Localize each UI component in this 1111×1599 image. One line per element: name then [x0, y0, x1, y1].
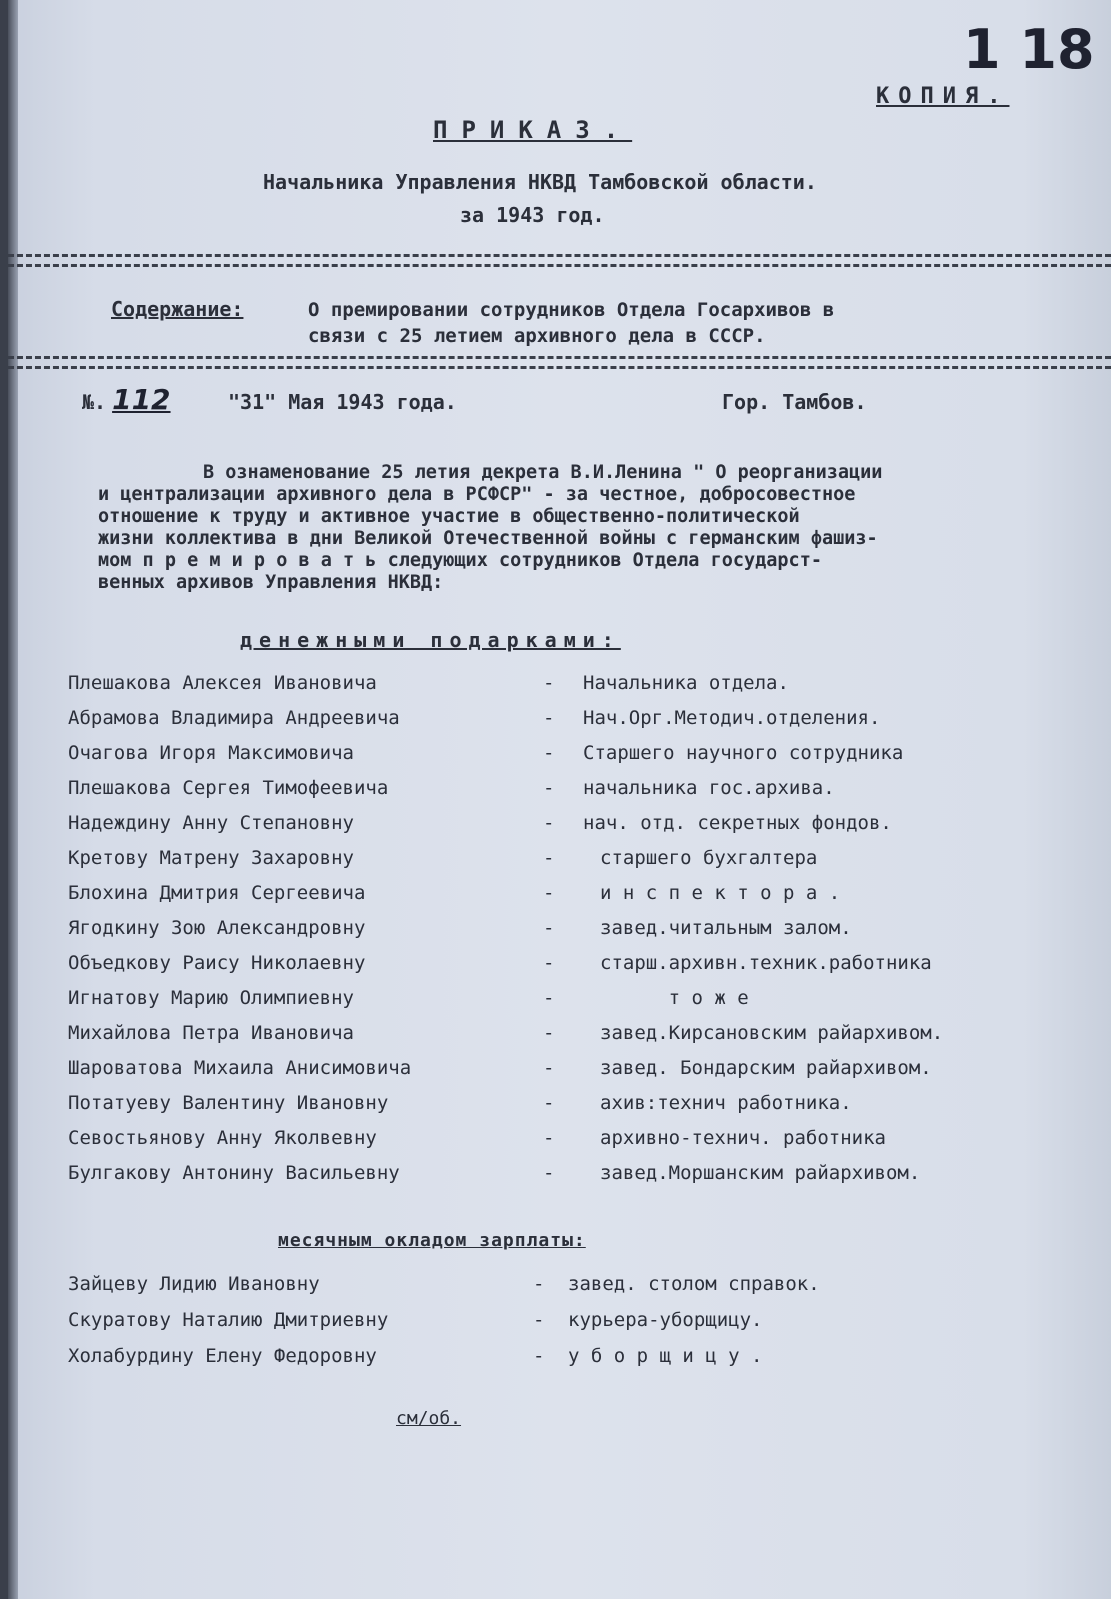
preamble-line: жизни коллектива в дни Великой Отечественной войны с германским фашиз- [98, 528, 878, 549]
list-dash: - [543, 987, 555, 1009]
list-item [68, 952, 1088, 984]
employee-name: Надеждину Анну Степановну [68, 812, 354, 834]
list-item [68, 1022, 1088, 1054]
employee-name: Скуратову Наталию Дмитриевну [68, 1309, 389, 1331]
list-dash: - [543, 952, 555, 974]
content-line-2: связи с 25 летием архивного дела в СССР. [308, 325, 766, 347]
list-item [68, 742, 1088, 774]
order-date: "31" Мая 1943 года. [228, 390, 457, 414]
employee-position: Старшего научного сотрудника [583, 742, 904, 764]
employee-position: курьера-уборщицу. [568, 1309, 763, 1331]
employee-name: Зайцеву Лидию Ивановну [68, 1273, 320, 1295]
document-page [8, 0, 1111, 1599]
list-item [68, 917, 1088, 949]
divider-top [8, 254, 1111, 267]
list-item [68, 1309, 1088, 1341]
continued-overleaf-note: см/об. [396, 1408, 462, 1429]
order-number [82, 383, 189, 416]
employee-name: Михайлова Петра Ивановича [68, 1022, 354, 1044]
preamble-line: и централизации архивного дела в РСФСР" - за честное, добросовестное [98, 484, 856, 505]
list-dash: - [543, 1127, 555, 1149]
employee-position: завед.Кирсановским райархивом. [600, 1022, 944, 1044]
list-dash: - [543, 1162, 555, 1184]
employee-name: Блохина Дмитрия Сергеевича [68, 882, 366, 904]
list-dash: - [543, 847, 555, 869]
employee-position: старшего бухгалтера [600, 847, 818, 869]
preamble-paragraph [98, 462, 1078, 594]
employee-name: Кретову Матрену Захаровну [68, 847, 354, 869]
list-item [68, 672, 1088, 704]
list-item [68, 777, 1088, 809]
list-item [68, 1345, 1088, 1377]
employee-name: Булгакову Антонину Васильевну [68, 1162, 400, 1184]
list-item [68, 1057, 1088, 1089]
preamble-line: венных архивов Управления НКВД: [98, 572, 444, 593]
preamble-line: мом п р е м и р о в а т ь следующих сотрудников Отдела государст- [98, 550, 822, 571]
employee-position: завед.читальным залом. [600, 917, 852, 939]
document-subtitle: Начальника Управления НКВД Тамбовской области. [263, 170, 817, 194]
content-text [308, 297, 834, 349]
employee-position: старш.архивн.техник.работника [600, 952, 932, 974]
list-dash: - [543, 812, 555, 834]
list-item [68, 882, 1088, 914]
list-dash: - [543, 672, 555, 694]
employee-name: Плешакова Сергея Тимофеевича [68, 777, 389, 799]
employee-name: Шароватова Михаила Анисимовича [68, 1057, 412, 1079]
document-title: ПРИКАЗ. [433, 116, 633, 144]
employee-position: ахив:технич работника. [600, 1092, 852, 1114]
employee-position: начальника гос.архива. [583, 777, 835, 799]
list-dash: - [533, 1309, 545, 1331]
section-heading-salary: месячным окладом зарплаты: [278, 1230, 586, 1251]
preamble-line: отношение к труду и активное участие в общественно-политической [98, 506, 800, 527]
employee-position: архивно-технич. работника [600, 1127, 886, 1149]
list-item [68, 987, 1088, 1019]
employee-position: т о ж е [600, 987, 749, 1009]
list-dash: - [543, 917, 555, 939]
list-dash: - [543, 882, 555, 904]
order-number-value: 112 [112, 383, 171, 416]
employee-name: Игнатову Марию Олимпиевну [68, 987, 354, 1009]
page-edge-shadow [8, 0, 18, 1599]
employee-position: у б о р щ и ц у . [568, 1345, 763, 1367]
list-dash: - [533, 1273, 545, 1295]
employee-position: завед. Бондарским райархивом. [600, 1057, 932, 1079]
order-city: Гор. Тамбов. [722, 390, 867, 414]
order-number-prefix: №. [82, 390, 107, 414]
list-dash: - [543, 1022, 555, 1044]
employee-position: завед. столом справок. [568, 1273, 820, 1295]
employee-name: Севостьянову Анну Яколвевну [68, 1127, 377, 1149]
list-item [68, 812, 1088, 844]
list-item [68, 1162, 1088, 1194]
content-line-1: О премировании сотрудников Отдела Госархивов в [308, 299, 835, 321]
employee-position: нач. отд. секретных фондов. [583, 812, 892, 834]
list-item [68, 1092, 1088, 1124]
page-number-mark: 1 18 [963, 18, 1095, 81]
employee-name: Объедкову Раису Николаевну [68, 952, 366, 974]
employee-name: Абрамова Владимира Андреевича [68, 707, 400, 729]
document-year: за 1943 год. [460, 203, 605, 227]
list-item [68, 1273, 1088, 1305]
employee-position: Начальника отдела. [583, 672, 789, 694]
employee-position: и н с п е к т о р а . [600, 882, 841, 904]
list-dash: - [533, 1345, 545, 1367]
preamble-line: В ознаменование 25 летия декрета В.И.Ленина " О реорганизации [203, 462, 883, 483]
employee-position: завед.Моршанским райархивом. [600, 1162, 921, 1184]
content-label: Содержание: [111, 297, 244, 321]
employee-position: Нач.Орг.Методич.отделения. [583, 707, 881, 729]
divider-bottom [8, 356, 1111, 369]
list-dash: - [543, 742, 555, 764]
employee-name: Потатуеву Валентину Ивановну [68, 1092, 389, 1114]
section-heading-cash: денежными подарками: [240, 628, 621, 652]
list-dash: - [543, 1092, 555, 1114]
employee-name: Очагова Игоря Максимовича [68, 742, 354, 764]
employee-name: Плешакова Алексея Ивановича [68, 672, 377, 694]
list-dash: - [543, 707, 555, 729]
list-item [68, 707, 1088, 739]
employee-name: Ягодкину Зою Александровну [68, 917, 366, 939]
list-dash: - [543, 1057, 555, 1079]
list-item [68, 1127, 1088, 1159]
copy-stamp: КОПИЯ. [876, 84, 1010, 109]
employee-name: Холабурдину Елену Федоровну [68, 1345, 377, 1367]
list-item [68, 847, 1088, 879]
list-dash: - [543, 777, 555, 799]
